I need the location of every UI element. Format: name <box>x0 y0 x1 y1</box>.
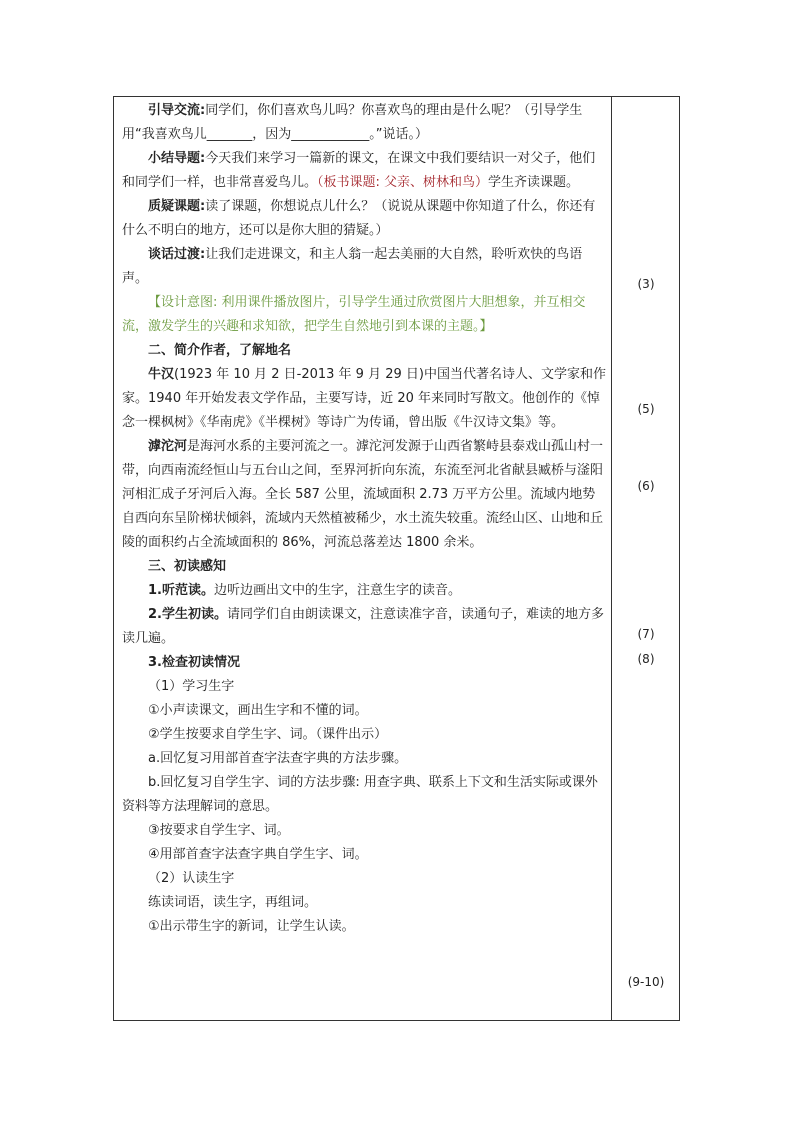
step-student-reading: 2.学生初读。请同学们自由朗读课文，注意读准字音，读通句子，难读的地方多读几遍。 <box>122 607 604 646</box>
paragraph-transition: 谈话过渡:让我们走进课文，和主人翁一起去美丽的大自然，聆听欢快的鸟语声。 <box>122 247 583 286</box>
list-item: ①出示带生字的新词，让学生认读。 <box>148 919 355 934</box>
side-note: (8) <box>637 652 655 666</box>
section-heading-first-reading: 三、初读感知 <box>148 559 227 574</box>
list-item: ③按要求自学生字、词。 <box>148 823 290 838</box>
list-item: a.回忆复习用部首查字法查字典的方法步骤。 <box>148 751 408 766</box>
lesson-table <box>113 96 680 1021</box>
design-intent-note: 【设计意图: 利用课件播放图片，引导学生通过欣赏图片大胆想象，并互相交流，激发学生的兴趣和求知欲，把学生自然地引到本课的主题。】 <box>122 295 586 334</box>
list-item: ①小声读课文，画出生字和不懂的词。 <box>148 703 368 718</box>
paragraph-question-title: 质疑课题:读了课题，你想说点儿什么？（说说从课题中你知道了什么，你还有什么不明白的地方，还可以是你大胆的猜疑。） <box>122 199 596 238</box>
paragraph-hutuo-river: 滹沱河是海河水系的主要河流之一。滹沱河发源于山西省繁峙县泰戏山孤山村一带，向西南流经恒山与五台山之间，至界河折向东流，东流至河北省献县臧桥与滏阳河相汇成子牙河后入海。全长 587 公里，流域面积 2.73 万平方公里。流域内地势自西向东呈阶梯状倾斜，流域内天然植被稀少，水土流失较重。流经山区、山地和丘陵的面积约占全流域面积的 86%，河流总落差达 1800 余米。 <box>122 439 604 550</box>
side-note: (3) <box>637 277 655 291</box>
side-note: (5) <box>637 402 655 416</box>
side-note: (7) <box>637 627 655 641</box>
sub-step-learn-characters: （1）学习生字 <box>148 679 235 694</box>
paragraph-summary-intro: 小结导题:今天我们来学习一篇新的课文，在课文中我们要结识一对父子，他们和同学们一样，也非常喜爱鸟儿。（板书课题: 父亲、树林和鸟）学生齐读课题。 <box>122 151 596 190</box>
list-item: ②学生按要求自学生字、词。（课件出示） <box>148 727 388 742</box>
list-item: ④用部首查字法查字典自学生字、词。 <box>148 847 368 862</box>
lesson-content <box>122 99 608 939</box>
list-item: 练读词语，读生字，再组词。 <box>148 895 318 910</box>
section-heading-author: 二、简介作者，了解地名 <box>148 343 292 358</box>
list-item: b.回忆复习自学生字、词的方法步骤: 用查字典、联系上下文和生活实际或课外资料等方法理解词的意思。 <box>122 775 598 814</box>
step-listen-reading: 1.听范读。边听边画出文中的生字，注意生字的读音。 <box>148 583 461 598</box>
column-divider <box>611 97 612 1020</box>
step-check-reading: 3.检查初读情况 <box>148 655 240 670</box>
paragraph-author-niuhan: 牛汉(1923 年 10 月 2 日-2013 年 9 月 29 日)中国当代著名诗人、文学家和作家。1940 年开始发表文学作品，主要写诗，近 20 年来同时写散文。他创作的《悼念一棵枫树》《华南虎》《半棵树》等诗广为传诵，曾出版《牛汉诗文集》等。 <box>122 367 606 430</box>
sub-step-recognize-characters: （2）认读生字 <box>148 871 235 886</box>
side-note: (9-10) <box>627 975 665 989</box>
paragraph-guide-discussion: 引导交流:同学们，你们喜欢鸟儿吗？你喜欢鸟的理由是什么呢？（引导学生用“我喜欢鸟儿_______，因为____________。”说话。） <box>122 103 583 142</box>
board-title-note: （板书课题: 父亲、树林和鸟） <box>317 175 489 190</box>
side-note: (6) <box>637 479 655 493</box>
